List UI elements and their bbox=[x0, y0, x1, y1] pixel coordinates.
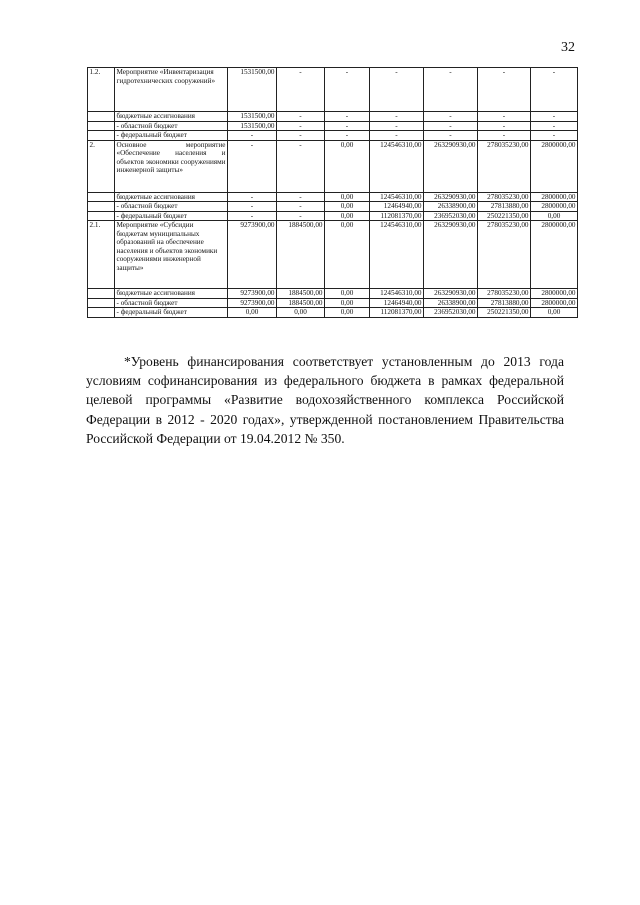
amount-cell: 236952030,00 bbox=[424, 211, 478, 221]
amount-cell: - bbox=[424, 121, 478, 131]
row-name-cell: Мероприятие «Субсидии бюджетам муниципальных образований на обеспечение населения и объектов экономики сооружениями инженерной защиты» bbox=[115, 221, 228, 289]
amount-cell: 0,00 bbox=[325, 308, 370, 318]
table-row bbox=[88, 202, 578, 212]
table-row bbox=[88, 221, 578, 289]
amount-cell: 2800000,00 bbox=[531, 221, 578, 289]
row-number-cell: 2.1. bbox=[88, 221, 115, 289]
amount-cell: 1884500,00 bbox=[277, 289, 325, 299]
table-row bbox=[88, 121, 578, 131]
amount-cell: 2800000,00 bbox=[531, 289, 578, 299]
amount-cell: - bbox=[325, 121, 370, 131]
amount-cell: 124546310,00 bbox=[370, 221, 424, 289]
table-row bbox=[88, 140, 578, 192]
amount-cell: 12464940,00 bbox=[370, 298, 424, 308]
amount-cell: - bbox=[531, 131, 578, 141]
row-number-cell: 2. bbox=[88, 140, 115, 192]
financing-table bbox=[87, 67, 578, 318]
row-name-cell: бюджетные ассигнования bbox=[115, 289, 228, 299]
table-row bbox=[88, 298, 578, 308]
row-name-cell: - областной бюджет bbox=[115, 298, 228, 308]
amount-cell: 1531500,00 bbox=[228, 68, 277, 112]
row-number-cell bbox=[88, 202, 115, 212]
amount-cell: 2800000,00 bbox=[531, 140, 578, 192]
amount-cell: - bbox=[424, 131, 478, 141]
amount-cell: - bbox=[277, 202, 325, 212]
amount-cell: 263290930,00 bbox=[424, 289, 478, 299]
row-number-cell bbox=[88, 289, 115, 299]
amount-cell: - bbox=[370, 68, 424, 112]
amount-cell: 1531500,00 bbox=[228, 121, 277, 131]
amount-cell: 278035230,00 bbox=[478, 140, 531, 192]
amount-cell: 0,00 bbox=[325, 140, 370, 192]
amount-cell: 0,00 bbox=[325, 298, 370, 308]
row-number-cell bbox=[88, 131, 115, 141]
amount-cell: - bbox=[228, 192, 277, 202]
amount-cell: - bbox=[228, 140, 277, 192]
amount-cell: - bbox=[325, 112, 370, 122]
amount-cell: - bbox=[478, 121, 531, 131]
amount-cell: 0,00 bbox=[325, 289, 370, 299]
amount-cell: 2800000,00 bbox=[531, 298, 578, 308]
amount-cell: 0,00 bbox=[325, 221, 370, 289]
amount-cell: 124546310,00 bbox=[370, 140, 424, 192]
amount-cell: 124546310,00 bbox=[370, 192, 424, 202]
amount-cell: 0,00 bbox=[531, 211, 578, 221]
amount-cell: - bbox=[424, 112, 478, 122]
table-row bbox=[88, 68, 578, 112]
row-name-cell: Основное мероприятие «Обеспечение населения и объектов экономики сооружениями инженерной защиты» bbox=[115, 140, 228, 192]
amount-cell: 263290930,00 bbox=[424, 140, 478, 192]
amount-cell: - bbox=[277, 131, 325, 141]
amount-cell: - bbox=[370, 112, 424, 122]
amount-cell: - bbox=[277, 192, 325, 202]
row-number-cell: 1.2. bbox=[88, 68, 115, 112]
amount-cell: - bbox=[424, 68, 478, 112]
amount-cell: 12464940,00 bbox=[370, 202, 424, 212]
amount-cell: 2800000,00 bbox=[531, 202, 578, 212]
amount-cell: - bbox=[277, 121, 325, 131]
table-row bbox=[88, 211, 578, 221]
amount-cell: 278035230,00 bbox=[478, 192, 531, 202]
row-number-cell bbox=[88, 121, 115, 131]
amount-cell: 0,00 bbox=[325, 192, 370, 202]
amount-cell: 0,00 bbox=[325, 211, 370, 221]
amount-cell: 1884500,00 bbox=[277, 298, 325, 308]
amount-cell: 263290930,00 bbox=[424, 221, 478, 289]
row-name-cell: - областной бюджет bbox=[115, 121, 228, 131]
amount-cell: 263290930,00 bbox=[424, 192, 478, 202]
amount-cell: - bbox=[478, 112, 531, 122]
amount-cell: 0,00 bbox=[325, 202, 370, 212]
amount-cell: 9273900,00 bbox=[228, 221, 277, 289]
amount-cell: 112081370,00 bbox=[370, 308, 424, 318]
row-name-cell: - областной бюджет bbox=[115, 202, 228, 212]
amount-cell: 27813880,00 bbox=[478, 202, 531, 212]
amount-cell: 236952030,00 bbox=[424, 308, 478, 318]
financing-table-body bbox=[88, 68, 578, 318]
table-row bbox=[88, 192, 578, 202]
amount-cell: - bbox=[228, 211, 277, 221]
row-name-cell: бюджетные ассигнования bbox=[115, 192, 228, 202]
table-row bbox=[88, 131, 578, 141]
amount-cell: 278035230,00 bbox=[478, 289, 531, 299]
amount-cell: 9273900,00 bbox=[228, 289, 277, 299]
amount-cell: - bbox=[325, 68, 370, 112]
table-row bbox=[88, 112, 578, 122]
amount-cell: - bbox=[370, 131, 424, 141]
amount-cell: 1531500,00 bbox=[228, 112, 277, 122]
row-name-cell: Мероприятие «Инвентаризация гидротехнических сооружений» bbox=[115, 68, 228, 112]
amount-cell: - bbox=[277, 140, 325, 192]
table-row bbox=[88, 289, 578, 299]
amount-cell: 250221350,00 bbox=[478, 308, 531, 318]
amount-cell: - bbox=[531, 68, 578, 112]
amount-cell: 0,00 bbox=[277, 308, 325, 318]
amount-cell: - bbox=[370, 121, 424, 131]
amount-cell: 250221350,00 bbox=[478, 211, 531, 221]
amount-cell: 2800000,00 bbox=[531, 192, 578, 202]
amount-cell: - bbox=[228, 131, 277, 141]
row-number-cell bbox=[88, 211, 115, 221]
table-row bbox=[88, 308, 578, 318]
row-name-cell: - федеральный бюджет bbox=[115, 308, 228, 318]
amount-cell: 278035230,00 bbox=[478, 221, 531, 289]
row-number-cell bbox=[88, 298, 115, 308]
row-number-cell bbox=[88, 112, 115, 122]
amount-cell: - bbox=[478, 68, 531, 112]
amount-cell: 26338900,00 bbox=[424, 202, 478, 212]
amount-cell: 1884500,00 bbox=[277, 221, 325, 289]
amount-cell: - bbox=[277, 68, 325, 112]
amount-cell: 0,00 bbox=[531, 308, 578, 318]
footnote: *Уровень финансирования соответствует установленным до 2013 года условиям софинансирования из федерального бюджета в рамках федеральной целевой программы «Развитие водохозяйственного комплекса Российской Федерации в 2012 - 2020 годах», утвержденной постановлением Правительства Российской Федерации от 19.04.2012 № 350. bbox=[86, 354, 564, 446]
amount-cell: 112081370,00 bbox=[370, 211, 424, 221]
row-number-cell bbox=[88, 308, 115, 318]
amount-cell: 0,00 bbox=[228, 308, 277, 318]
amount-cell: - bbox=[478, 131, 531, 141]
amount-cell: - bbox=[228, 202, 277, 212]
amount-cell: 27813880,00 bbox=[478, 298, 531, 308]
amount-cell: 26338900,00 bbox=[424, 298, 478, 308]
row-number-cell bbox=[88, 192, 115, 202]
amount-cell: 9273900,00 bbox=[228, 298, 277, 308]
amount-cell: - bbox=[325, 131, 370, 141]
row-name-cell: - федеральный бюджет bbox=[115, 131, 228, 141]
row-name-cell: бюджетные ассигнования bbox=[115, 112, 228, 122]
amount-cell: - bbox=[531, 112, 578, 122]
row-name-cell: - федеральный бюджет bbox=[115, 211, 228, 221]
page-number: 32 bbox=[561, 40, 575, 55]
amount-cell: 124546310,00 bbox=[370, 289, 424, 299]
amount-cell: - bbox=[277, 211, 325, 221]
amount-cell: - bbox=[531, 121, 578, 131]
amount-cell: - bbox=[277, 112, 325, 122]
